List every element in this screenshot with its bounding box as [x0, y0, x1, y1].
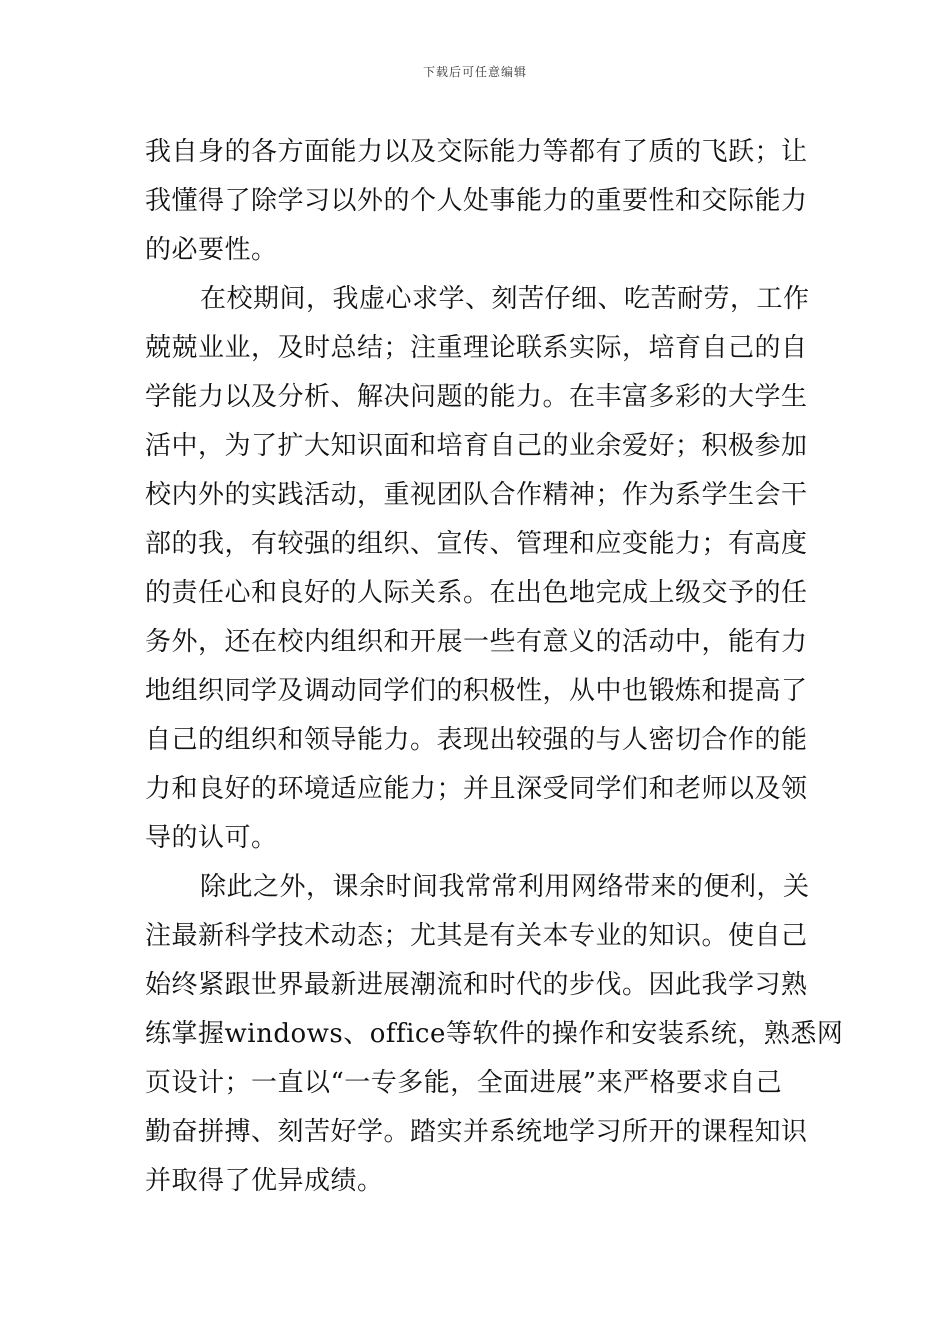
header-note: 下载后可任意编辑 — [422, 65, 527, 79]
text-line: 并取得了优异成绩。 — [145, 1166, 384, 1196]
text-line: 部的我，有较强的组织、宣传、管理和应变能力；有高度 — [145, 529, 808, 559]
text-line: 我懂得了除学习以外的个人处事能力的重要性和交际能力 — [145, 186, 808, 216]
paragraph-1 — [145, 128, 810, 275]
text-line: 地组织同学及调动同学们的积极性，从中也锻炼和提高了 — [145, 676, 808, 706]
text-line: 的必要性。 — [145, 235, 278, 265]
paragraph-2 — [145, 275, 810, 863]
text-line: 始终紧跟世界最新进展潮流和时代的步伐。因此我学习熟 — [145, 970, 808, 1000]
text-line: 校内外的实践活动，重视团队合作精神；作为系学生会干 — [145, 480, 808, 510]
text-line: 在校期间，我虚心求学、刻苦仔细、吃苦耐劳，工作 — [200, 284, 810, 314]
text-line: 活中，为了扩大知识面和培育自己的业余爱好；积极参加 — [145, 431, 808, 461]
text-line: 练掌握windows、office等软件的操作和安装系统，熟悉网 — [145, 1019, 844, 1049]
text-line: 自己的组织和领导能力。表现出较强的与人密切合作的能 — [145, 725, 808, 755]
text-line: 务外，还在校内组织和开展一些有意义的活动中，能有力 — [145, 627, 808, 657]
text-line: 页设计；一直以“一专多能，全面进展”来严格要求自己 — [145, 1068, 783, 1098]
text-line: 我自身的各方面能力以及交际能力等都有了质的飞跃；让 — [145, 137, 808, 167]
paragraph-3 — [145, 863, 844, 1206]
text-line: 导的认可。 — [145, 823, 278, 853]
text-line: 兢兢业业，及时总结；注重理论联系实际，培育自己的自 — [145, 333, 808, 363]
text-line: 勤奋拼搏、刻苦好学。踏实并系统地学习所开的课程知识 — [145, 1117, 808, 1147]
text-line: 除此之外，课余时间我常常利用网络带来的便利，关 — [200, 872, 810, 902]
text-line: 的责任心和良好的人际关系。在出色地完成上级交予的任 — [145, 578, 808, 608]
text-line: 学能力以及分析、解决问题的能力。在丰富多彩的大学生 — [145, 382, 808, 412]
text-line: 力和良好的环境适应能力；并且深受同学们和老师以及领 — [145, 774, 808, 804]
text-line: 注最新科学技术动态；尤其是有关本专业的知识。使自己 — [145, 921, 808, 951]
body-text — [145, 128, 844, 1206]
